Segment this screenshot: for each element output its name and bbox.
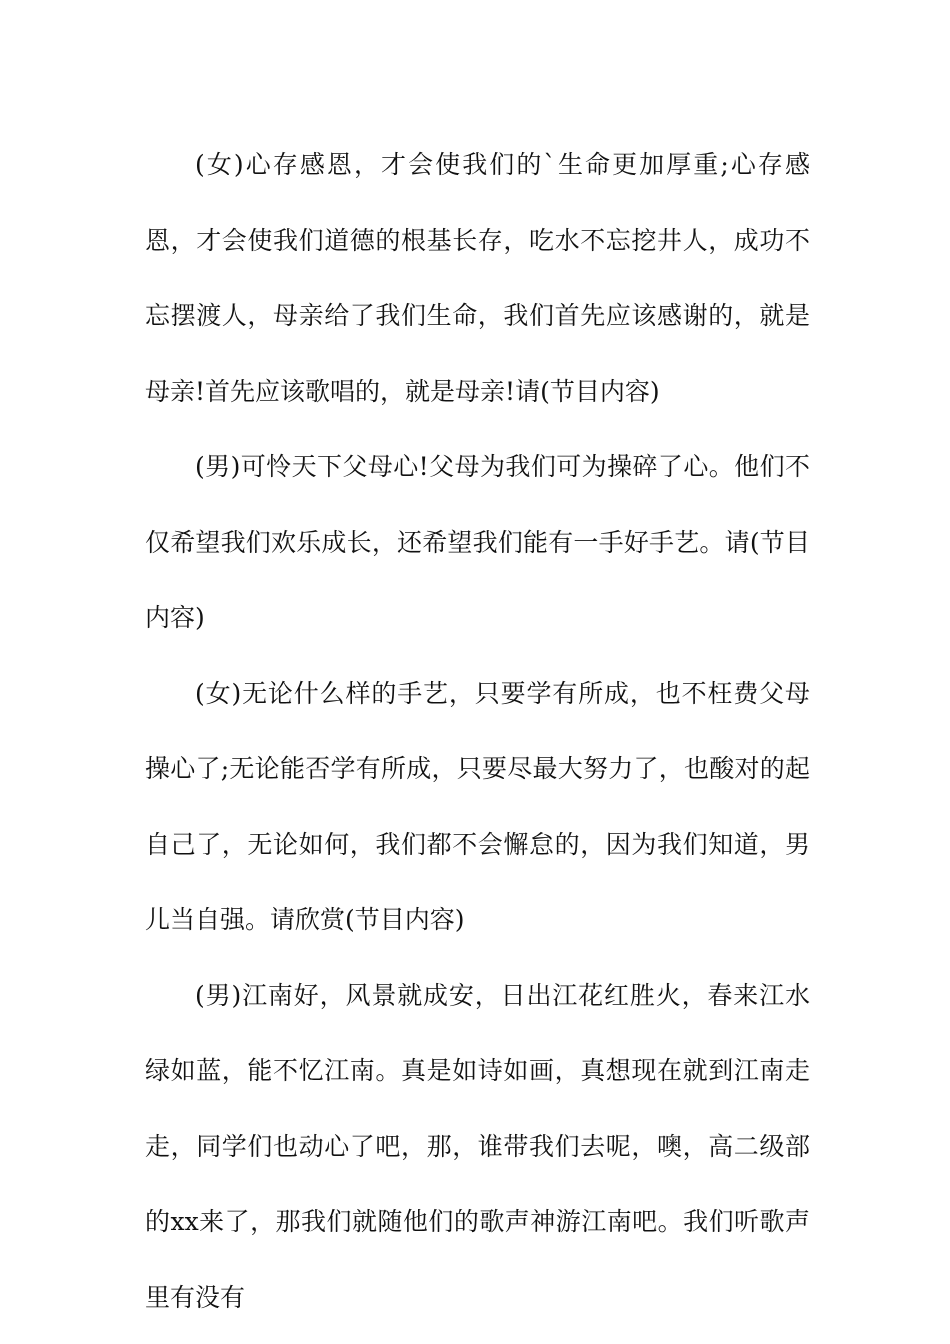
paragraph-female-skills: (女)无论什么样的手艺，只要学有所成，也不枉费父母操心了;无论能否学有所成，只要尽最大努力了，也酸对的起自己了，无论如何，我们都不会懈怠的，因为我们知道，男儿当自强。请欣赏(节目内容)	[145, 678, 810, 934]
paragraph-male-parents: (男)可怜天下父母心!父母为我们可为操碎了心。他们不仅希望我们欢乐成长，还希望我们能有一手好手艺。请(节目内容)	[145, 452, 810, 632]
paragraph-female-gratitude: (女)心存感恩，才会使我们的`生命更加厚重;心存感恩，才会使我们道德的根基长存，吃水不忘挖井人，成功不忘摆渡人，母亲给了我们生命，我们首先应该感谢的，就是母亲!首先应该歌唱的，就是母亲!请(节目内容)	[145, 150, 810, 406]
document-body	[145, 127, 810, 1335]
paragraph-male-jiangnan: (男)江南好，风景就成安，日出江花红胜火，春来江水绿如蓝，能不忆江南。真是如诗如画，真想现在就到江南走走，同学们也动心了吧，那，谁带我们去呢，噢，高二级部的xx来了，那我们就随他们的歌声神游江南吧。我们听歌声里有没有	[145, 980, 810, 1312]
